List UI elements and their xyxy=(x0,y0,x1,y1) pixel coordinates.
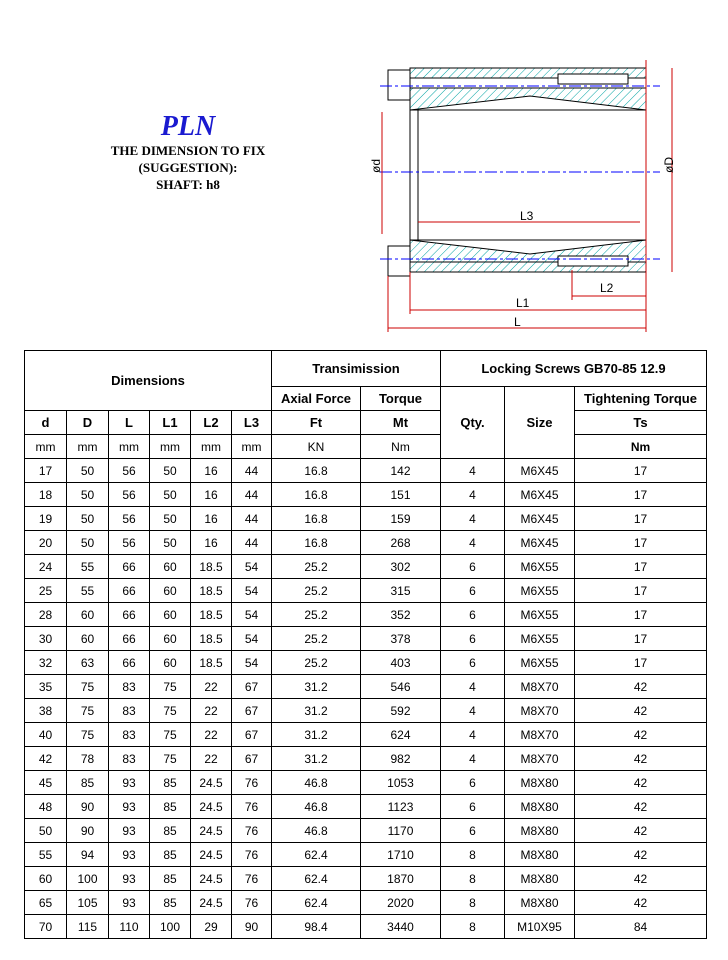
table-cell: 42 xyxy=(575,675,707,699)
table-cell: 70 xyxy=(25,915,67,939)
table-row xyxy=(25,651,707,675)
table-cell: 54 xyxy=(232,651,272,675)
table-cell: 16 xyxy=(191,459,232,483)
table-cell: 48 xyxy=(25,795,67,819)
table-cell: 31.2 xyxy=(272,699,361,723)
table-cell: 18.5 xyxy=(191,555,232,579)
table-cell: 66 xyxy=(109,651,150,675)
table-cell: M8X80 xyxy=(505,795,575,819)
table-row xyxy=(25,507,707,531)
col-D: D xyxy=(67,411,109,435)
table-cell: M6X55 xyxy=(505,627,575,651)
table-cell: 592 xyxy=(361,699,441,723)
table-cell: 44 xyxy=(232,531,272,555)
table-row xyxy=(25,579,707,603)
table-row xyxy=(25,843,707,867)
table-cell: 159 xyxy=(361,507,441,531)
table-cell: 50 xyxy=(25,819,67,843)
table-cell: 35 xyxy=(25,675,67,699)
table-row xyxy=(25,723,707,747)
table-cell: 1053 xyxy=(361,771,441,795)
table-cell: 42 xyxy=(575,819,707,843)
unit-Ft: KN xyxy=(272,435,361,459)
col-L: L xyxy=(109,411,150,435)
table-cell: M8X70 xyxy=(505,699,575,723)
table-cell: 18.5 xyxy=(191,603,232,627)
table-cell: 60 xyxy=(150,651,191,675)
cross-section-drawing xyxy=(360,60,690,340)
table-cell: 76 xyxy=(232,891,272,915)
table-cell: 4 xyxy=(441,723,505,747)
table-cell: 50 xyxy=(67,459,109,483)
table-cell: M8X70 xyxy=(505,747,575,771)
table-cell: 546 xyxy=(361,675,441,699)
table-cell: 44 xyxy=(232,507,272,531)
unit-L3: mm xyxy=(232,435,272,459)
table-cell: 25.2 xyxy=(272,603,361,627)
table-cell: 50 xyxy=(150,483,191,507)
header-dimensions: Dimensions xyxy=(25,351,272,411)
table-cell: 67 xyxy=(232,675,272,699)
table-cell: 85 xyxy=(150,843,191,867)
table-cell: 24.5 xyxy=(191,771,232,795)
table-cell: 4 xyxy=(441,699,505,723)
table-body xyxy=(25,459,707,939)
table-cell: M6X45 xyxy=(505,483,575,507)
table-cell: 60 xyxy=(67,603,109,627)
table-cell: 16.8 xyxy=(272,507,361,531)
product-name: PLN xyxy=(160,111,216,142)
table-cell: 66 xyxy=(109,627,150,651)
table-cell: 50 xyxy=(150,531,191,555)
col-Mt: Mt xyxy=(361,411,441,435)
title-block xyxy=(60,112,316,193)
table-cell: M8X80 xyxy=(505,819,575,843)
table-cell: 66 xyxy=(109,603,150,627)
table-cell: 42 xyxy=(575,723,707,747)
table-cell: 17 xyxy=(575,627,707,651)
table-cell: 75 xyxy=(67,723,109,747)
table-cell: 50 xyxy=(67,531,109,555)
table-cell: 56 xyxy=(109,507,150,531)
table-cell: 85 xyxy=(150,891,191,915)
table-cell: 46.8 xyxy=(272,795,361,819)
table-cell: 352 xyxy=(361,603,441,627)
table-cell: 60 xyxy=(150,555,191,579)
table-cell: 25.2 xyxy=(272,579,361,603)
table-cell: 83 xyxy=(109,723,150,747)
unit-L1: mm xyxy=(150,435,191,459)
table-row xyxy=(25,795,707,819)
table-cell: 75 xyxy=(150,699,191,723)
table-cell: 17 xyxy=(575,579,707,603)
table-cell: 24.5 xyxy=(191,867,232,891)
table-row xyxy=(25,459,707,483)
table-cell: 17 xyxy=(575,603,707,627)
table-cell: 60 xyxy=(150,627,191,651)
table-cell: 25.2 xyxy=(272,651,361,675)
table-cell: 55 xyxy=(25,843,67,867)
table-row xyxy=(25,771,707,795)
table-cell: 62.4 xyxy=(272,867,361,891)
table-cell: 31.2 xyxy=(272,675,361,699)
table-cell: 8 xyxy=(441,843,505,867)
table-cell: 16.8 xyxy=(272,483,361,507)
title-line-2: (SUGGESTION): xyxy=(138,160,238,175)
table-cell: 302 xyxy=(361,555,441,579)
table-cell: 1710 xyxy=(361,843,441,867)
table-cell: 55 xyxy=(67,579,109,603)
table-cell: 75 xyxy=(67,675,109,699)
table-cell: 56 xyxy=(109,459,150,483)
table-cell: 56 xyxy=(109,531,150,555)
table-cell: 16 xyxy=(191,507,232,531)
table-cell: 6 xyxy=(441,771,505,795)
table-cell: M6X55 xyxy=(505,579,575,603)
col-L3: L3 xyxy=(232,411,272,435)
table-cell: 65 xyxy=(25,891,67,915)
table-cell: 6 xyxy=(441,795,505,819)
table-cell: 378 xyxy=(361,627,441,651)
table-cell: 100 xyxy=(150,915,191,939)
table-cell: 17 xyxy=(575,507,707,531)
table-cell: 22 xyxy=(191,699,232,723)
table-cell: 75 xyxy=(67,699,109,723)
table-cell: 29 xyxy=(191,915,232,939)
table-cell: 8 xyxy=(441,867,505,891)
table-cell: 44 xyxy=(232,483,272,507)
table-cell: 90 xyxy=(232,915,272,939)
table-cell: 83 xyxy=(109,699,150,723)
table-cell: M8X80 xyxy=(505,771,575,795)
unit-Ts: Nm xyxy=(575,435,707,459)
unit-D: mm xyxy=(67,435,109,459)
table-cell: 25.2 xyxy=(272,627,361,651)
table-row xyxy=(25,627,707,651)
unit-Mt: Nm xyxy=(361,435,441,459)
table-cell: 76 xyxy=(232,795,272,819)
table-row xyxy=(25,603,707,627)
table-cell: 18.5 xyxy=(191,651,232,675)
unit-L2: mm xyxy=(191,435,232,459)
table-cell: 83 xyxy=(109,747,150,771)
header-size: Size xyxy=(505,387,575,459)
table-cell: 1870 xyxy=(361,867,441,891)
table-cell: 76 xyxy=(232,771,272,795)
table-cell: 85 xyxy=(150,795,191,819)
table-cell: 42 xyxy=(575,699,707,723)
table-cell: 54 xyxy=(232,555,272,579)
header-qty: Qty. xyxy=(441,387,505,459)
table-cell: 93 xyxy=(109,867,150,891)
table-cell: 66 xyxy=(109,555,150,579)
table-cell: 42 xyxy=(575,843,707,867)
table-cell: 93 xyxy=(109,771,150,795)
header-axial-force: Axial Force xyxy=(272,387,361,411)
table-cell: 22 xyxy=(191,747,232,771)
unit-L: mm xyxy=(109,435,150,459)
table-cell: 30 xyxy=(25,627,67,651)
header-tightening: Tightening Torque xyxy=(575,387,707,411)
table-cell: 60 xyxy=(150,579,191,603)
lower-section xyxy=(380,240,660,276)
table-cell: 1123 xyxy=(361,795,441,819)
table-cell: 16 xyxy=(191,483,232,507)
table-cell: M6X55 xyxy=(505,555,575,579)
table-cell: 24.5 xyxy=(191,891,232,915)
table-cell: 24 xyxy=(25,555,67,579)
table-cell: 85 xyxy=(150,867,191,891)
table-row xyxy=(25,555,707,579)
table-cell: 22 xyxy=(191,675,232,699)
col-d: d xyxy=(25,411,67,435)
table-cell: 40 xyxy=(25,723,67,747)
table-cell: 6 xyxy=(441,819,505,843)
table-cell: 50 xyxy=(150,507,191,531)
table-cell: 268 xyxy=(361,531,441,555)
table-cell: M8X80 xyxy=(505,867,575,891)
table-cell: 76 xyxy=(232,867,272,891)
table-cell: 46.8 xyxy=(272,771,361,795)
table-cell: 54 xyxy=(232,603,272,627)
table-cell: 85 xyxy=(150,819,191,843)
table-cell: 1170 xyxy=(361,819,441,843)
table-cell: 60 xyxy=(150,603,191,627)
table-cell: 42 xyxy=(575,747,707,771)
table-cell: M6X45 xyxy=(505,531,575,555)
table-cell: 85 xyxy=(67,771,109,795)
label-L: L xyxy=(514,315,521,329)
col-L2: L2 xyxy=(191,411,232,435)
label-D: øD xyxy=(662,157,676,173)
table-cell: 2020 xyxy=(361,891,441,915)
spec-table xyxy=(24,350,707,939)
table-cell: 982 xyxy=(361,747,441,771)
table-cell: 151 xyxy=(361,483,441,507)
label-L1: L1 xyxy=(516,296,530,310)
table-cell: 62.4 xyxy=(272,843,361,867)
table-cell: 20 xyxy=(25,531,67,555)
table-cell: 18.5 xyxy=(191,579,232,603)
title-line-3: SHAFT: h8 xyxy=(156,177,220,192)
table-cell: M6X55 xyxy=(505,603,575,627)
table-cell: 17 xyxy=(575,531,707,555)
table-cell: 67 xyxy=(232,699,272,723)
table-cell: 16.8 xyxy=(272,459,361,483)
table-cell: 42 xyxy=(575,891,707,915)
table-cell: 62.4 xyxy=(272,891,361,915)
table-cell: 90 xyxy=(67,795,109,819)
table-cell: 8 xyxy=(441,891,505,915)
table-cell: M10X95 xyxy=(505,915,575,939)
table-cell: 50 xyxy=(67,483,109,507)
table-cell: M6X55 xyxy=(505,651,575,675)
table-cell: 25 xyxy=(25,579,67,603)
table-cell: 76 xyxy=(232,843,272,867)
table-cell: M8X70 xyxy=(505,723,575,747)
table-cell: 18 xyxy=(25,483,67,507)
table-row xyxy=(25,483,707,507)
header-locking-screws: Locking Screws GB70-85 12.9 xyxy=(441,351,707,387)
label-d: ød xyxy=(369,158,383,173)
table-cell: 94 xyxy=(67,843,109,867)
header-torque: Torque xyxy=(361,387,441,411)
col-Ft: Ft xyxy=(272,411,361,435)
table-cell: 67 xyxy=(232,747,272,771)
table-cell: 31.2 xyxy=(272,747,361,771)
table-cell: 46.8 xyxy=(272,819,361,843)
table-cell: 50 xyxy=(150,459,191,483)
table-row xyxy=(25,531,707,555)
table-cell: 98.4 xyxy=(272,915,361,939)
table-cell: 19 xyxy=(25,507,67,531)
col-L1: L1 xyxy=(150,411,191,435)
table-cell: 76 xyxy=(232,819,272,843)
table-cell: 110 xyxy=(109,915,150,939)
table-cell: 45 xyxy=(25,771,67,795)
table-cell: 42 xyxy=(575,771,707,795)
table-cell: 17 xyxy=(25,459,67,483)
table-cell: 4 xyxy=(441,747,505,771)
label-L2: L2 xyxy=(600,281,614,295)
table-cell: 115 xyxy=(67,915,109,939)
table-cell: 50 xyxy=(67,507,109,531)
label-L3: L3 xyxy=(520,209,534,223)
table-cell: 3440 xyxy=(361,915,441,939)
table-cell: 6 xyxy=(441,627,505,651)
table-cell: M8X80 xyxy=(505,891,575,915)
table-cell: 66 xyxy=(109,579,150,603)
table-row xyxy=(25,675,707,699)
table-cell: M6X45 xyxy=(505,459,575,483)
table-cell: 16 xyxy=(191,531,232,555)
table-cell: 100 xyxy=(67,867,109,891)
table-cell: 17 xyxy=(575,459,707,483)
table-cell: 90 xyxy=(67,819,109,843)
table-cell: 54 xyxy=(232,579,272,603)
table-cell: 28 xyxy=(25,603,67,627)
table-cell: 6 xyxy=(441,603,505,627)
table-cell: 31.2 xyxy=(272,723,361,747)
table-cell: 44 xyxy=(232,459,272,483)
table-cell: 55 xyxy=(67,555,109,579)
table-row xyxy=(25,915,707,939)
table-cell: 60 xyxy=(25,867,67,891)
table-cell: 624 xyxy=(361,723,441,747)
title-line-1: THE DIMENSION TO FIX xyxy=(110,143,266,158)
table-cell: 6 xyxy=(441,579,505,603)
table-cell: 142 xyxy=(361,459,441,483)
table-cell: 4 xyxy=(441,507,505,531)
unit-d: mm xyxy=(25,435,67,459)
table-cell: 83 xyxy=(109,675,150,699)
table-row xyxy=(25,867,707,891)
table-cell: 75 xyxy=(150,675,191,699)
table-cell: 78 xyxy=(67,747,109,771)
table-cell: 93 xyxy=(109,843,150,867)
table-cell: 63 xyxy=(67,651,109,675)
col-Ts: Ts xyxy=(575,411,707,435)
table-row xyxy=(25,699,707,723)
table-cell: 93 xyxy=(109,819,150,843)
table-cell: 93 xyxy=(109,795,150,819)
table-cell: M8X70 xyxy=(505,675,575,699)
table-cell: 403 xyxy=(361,651,441,675)
table-cell: 24.5 xyxy=(191,795,232,819)
table-cell: 24.5 xyxy=(191,843,232,867)
table-row xyxy=(25,891,707,915)
table-cell: 4 xyxy=(441,531,505,555)
table-cell: 17 xyxy=(575,483,707,507)
table-cell: 67 xyxy=(232,723,272,747)
table-cell: 42 xyxy=(575,867,707,891)
table-cell: 60 xyxy=(67,627,109,651)
table-row xyxy=(25,819,707,843)
table-cell: 8 xyxy=(441,915,505,939)
table-cell: 105 xyxy=(67,891,109,915)
table-cell: 42 xyxy=(575,795,707,819)
table-cell: 54 xyxy=(232,627,272,651)
table-cell: 6 xyxy=(441,555,505,579)
table-cell: 315 xyxy=(361,579,441,603)
upper-section xyxy=(380,68,660,110)
table-cell: 4 xyxy=(441,459,505,483)
table-cell: 18.5 xyxy=(191,627,232,651)
table-cell: 75 xyxy=(150,747,191,771)
table-cell: 32 xyxy=(25,651,67,675)
table-cell: 24.5 xyxy=(191,819,232,843)
table-cell: 4 xyxy=(441,483,505,507)
table-cell: 84 xyxy=(575,915,707,939)
table-cell: 16.8 xyxy=(272,531,361,555)
table-row xyxy=(25,747,707,771)
table-cell: 93 xyxy=(109,891,150,915)
table-cell: 38 xyxy=(25,699,67,723)
table-cell: 85 xyxy=(150,771,191,795)
table-cell: 56 xyxy=(109,483,150,507)
table-cell: 4 xyxy=(441,675,505,699)
table-cell: 42 xyxy=(25,747,67,771)
table-cell: 17 xyxy=(575,651,707,675)
header-transmission: Transimission xyxy=(272,351,441,387)
table-cell: 75 xyxy=(150,723,191,747)
table-cell: M6X45 xyxy=(505,507,575,531)
table-cell: M8X80 xyxy=(505,843,575,867)
table-cell: 17 xyxy=(575,555,707,579)
table-cell: 6 xyxy=(441,651,505,675)
table-cell: 22 xyxy=(191,723,232,747)
table-cell: 25.2 xyxy=(272,555,361,579)
